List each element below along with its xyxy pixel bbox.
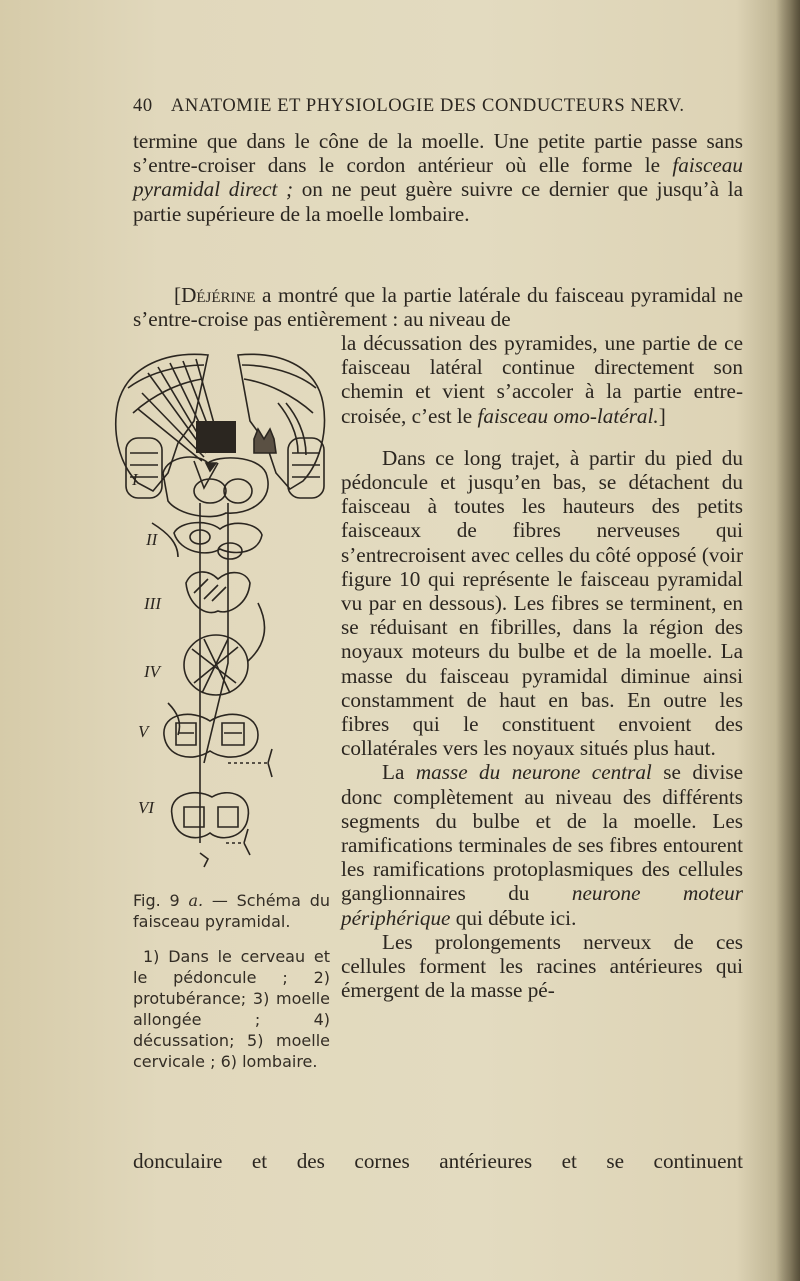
paragraph-2 xyxy=(133,283,743,331)
right-hemisphere xyxy=(238,354,324,489)
para2-continuation: la décussation des pyramides, une partie de ce faisceau latéral continue directement son chemin et vient s’accoler à la partie entre-croisée, c’est le xyxy=(341,331,743,428)
last-line xyxy=(133,1149,743,1173)
figure-pyramidal-tract-schema xyxy=(108,343,338,873)
caption-title-italic: a. xyxy=(188,891,204,910)
paragraph-3: Dans ce long trajet, à partir du pied du pédoncule et jusqu’en bas, se détachent du faisceau à toutes les hauteurs des petits faisceaux de fibres nerveuses qui s’entrecroisent avec celles du côté opposé (voir figure 10 qui représente le faisceau pyramidal vu par en dessous). Les fibres se terminent, en se réduisant en fibrilles, dans la région des noyaux moteurs du bulbe et de la moelle. La masse du faisceau pyramidal diminue ainsi constamment de haut en bas. En outre les fibres qui le constituent envoient des collatérales vers les noyaux situés plus haut. xyxy=(341,445,743,761)
para4-text-c: qui débute ici. xyxy=(450,905,577,930)
running-title: ANATOMIE ET PHYSIOLOGIE DES CONDUCTEURS NERV. xyxy=(170,96,685,116)
last-line-text: donculaire et des cornes antérieures et se continuent xyxy=(133,1149,743,1173)
caption-title-b: — Schéma du faisceau pyramidal. xyxy=(133,891,331,931)
fig-label-III: III xyxy=(144,594,161,613)
paragraph-1 xyxy=(133,129,743,226)
para2-text: a montré que la partie latérale du faisceau pyramidal ne s’entre-croise pas entièrement : au niveau de xyxy=(133,283,743,332)
fig-label-II: II xyxy=(146,530,158,549)
author-name: Déjérine xyxy=(181,283,256,307)
page-number: 40 xyxy=(133,96,153,116)
book-spine-shadow xyxy=(776,0,800,1281)
fig-label-IV: IV xyxy=(144,662,161,681)
bracket-open: [ xyxy=(174,283,182,307)
figure-caption xyxy=(133,890,330,1072)
fig-label-V: V xyxy=(138,722,149,741)
caption-legend: 1) Dans le cerveau et le pédoncule ; 2) protubérance; 3) moelle allongée ; 4) décussation; 5) moelle cervicale ; 6) lombaire. xyxy=(133,947,330,1071)
fig-label-I: I xyxy=(132,470,138,489)
para1-text-a: termine que dans le cône de la moelle. Une petite partie passe sans s’entre-croiser dans le cordon antérieur où elle forme le xyxy=(133,129,743,178)
bracket-close: ] xyxy=(658,403,666,428)
lumbar-level xyxy=(172,793,249,838)
running-header xyxy=(133,96,733,117)
para1-text-b: on ne peut guère suivre ce dernier que jusqu’à la partie supérieure de la moelle lombaire. xyxy=(133,177,743,226)
omo-lateral-term: faisceau omo-latéral. xyxy=(477,403,659,428)
para1-italic-term: faisceau pyramidal direct ; xyxy=(133,153,743,202)
central-neuron-term: masse du neurone central xyxy=(415,760,652,785)
paragraph-5: Les prolongements nerveux de ces cellules forment les racines antérieures qui émergent de la masse pé- xyxy=(341,929,743,1003)
para4-text-b: se divise donc complètement au niveau des différents segments du bulbe et de la moelle. Les ramifications terminales de ses fibres entourent les ramifications protoplasmiques des cellules ganglionnaires du xyxy=(341,760,743,906)
right-column-text xyxy=(341,331,743,1002)
caption-title-a: Fig. 9 xyxy=(133,891,189,910)
para4-text-a: La xyxy=(382,760,416,785)
caption-title xyxy=(133,890,330,932)
fig-label-VI: VI xyxy=(138,798,155,817)
paragraph-4 xyxy=(341,760,743,929)
peripheral-neuron-term: neurone moteur périphérique xyxy=(341,881,743,930)
